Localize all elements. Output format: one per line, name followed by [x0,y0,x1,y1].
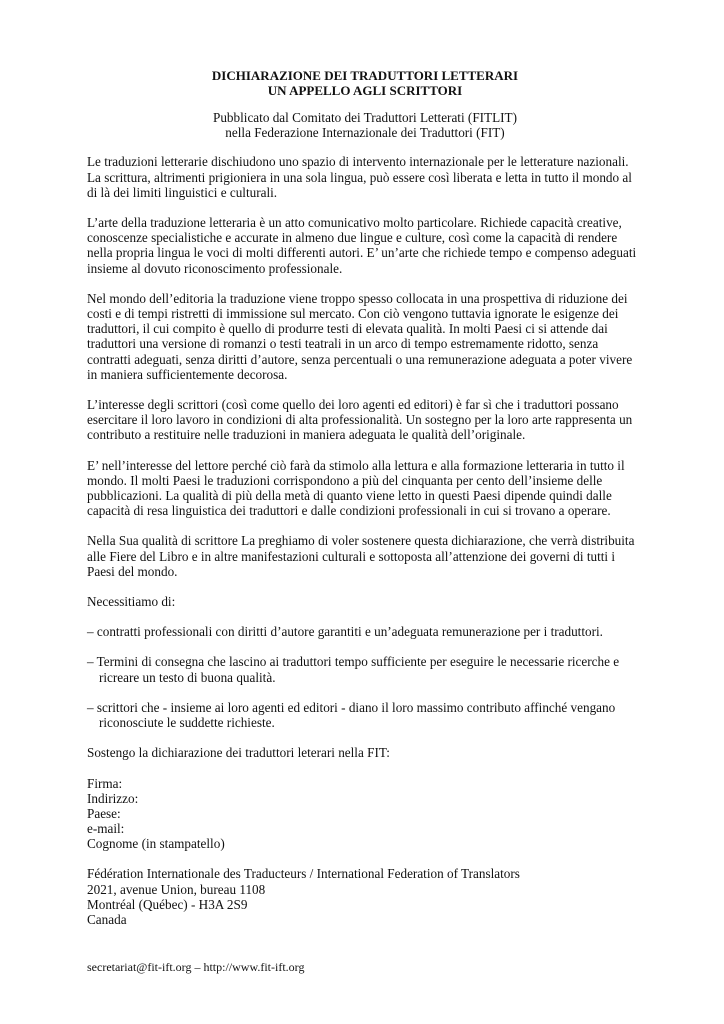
needs-list-item: – scrittori che - insieme ai loro agenti ed editori - diano il loro massimo contributo affinché vengano riconosciute le suddette richieste. [87,699,616,731]
needs-intro: Necessitiamo di: [87,594,176,610]
address-line-4: Canada [87,912,127,927]
needs-list [87,624,643,730]
paragraph-4: L’interesse degli scrittori (così come quello dei loro agenti ed editori) è far sì che i traduttori possano esercitare il loro lavoro in condizioni di alta professionalità. Un sostegno per la loro arte rappresenta un contributo a restituire nelle traduzioni in maniera adeguata le qualità dell’originale. [87,397,633,443]
subtitle-line-1: Pubblicato dal Comitato dei Traduttori Letterati (FITLIT) [213,110,517,125]
title-line-2: UN APPELLO AGLI SCRITTORI [267,83,463,98]
title-line-1: DICHIARAZIONE DEI TRADUTTORI LETTERARI [211,68,519,83]
needs-list-item: – contratti professionali con diritti d’autore garantiti e un’adeguata remunerazione per i traduttori. [87,624,603,640]
organization-address [87,866,643,927]
document-subtitle [87,110,643,140]
form-label-email: e-mail: [87,821,125,837]
paragraph-6: Nella Sua qualità di scrittore La preghiamo di voler sostenere questa dichiarazione, che verrà distribuita alle Fiere del Libro e in altre manifestazioni culturali e sottoposta all’attenzione dei governi di tutti i Paesi del mondo. [87,533,635,579]
form-label-firma: Firma: [87,775,123,791]
form-label-cognome: Cognome (in stampatello) [87,836,225,852]
subtitle-line-2: nella Federazione Internazionale dei Traduttori (FIT) [225,125,505,141]
paragraph-5: E’ nell’interesse del lettore perché ciò farà da stimolo alla lettura e alla formazione letteraria in tutto il mondo. Il molti Paesi le traduzioni corrispondono a più del cinquanta per cento dell’insieme delle pubblicazioni. La qualità di più della metà di quanto viene letto in questi Paesi dipende quindi dalle capacità di resa linguistica dei traduttori e dalle condizioni professionali in cui si trovano a operare. [87,457,625,519]
signature-form [87,776,643,852]
paragraph-1: Le traduzioni letterarie dischiudono uno spazio di intervento internazionale per le letterature nazionali. La scrittura, altrimenti prigioniera in una sola lingua, può essere così liberata e letta in tutto il mondo al di là dei limiti linguistici e culturali. [87,154,632,200]
paragraph-3: Nel mondo dell’editoria la traduzione viene troppo spesso collocata in una prospettiva di riduzione dei costi e di tempi ristretti di immissione sul mercato. Con ciò vengono tuttavia ignorate le esigenze dei traduttori, il cui compito è quello di produrre testi di elevata qualità. In molti Paesi ci si attende dai traduttori una versione di romanzi o testi teatrali in un arco di tempo estremamente ridotto, senza contratti adeguati, senza diritti d’autore, senza percentuali o una remunerazione adeguata a poter vivere in maniera sufficientemente decorosa. [87,290,633,382]
address-line-3: Montréal (Québec) - H3A 2S9 [87,896,248,912]
address-line-2: 2021, avenue Union, bureau 1108 [87,881,266,897]
form-label-paese: Paese: [87,805,121,821]
support-statement: Sostengo la dichiarazione dei traduttori leterari nella FIT: [87,745,390,761]
address-line-1: Fédération Internationale des Traducteurs / International Federation of Translators [87,866,520,882]
form-label-indirizzo: Indirizzo: [87,790,139,806]
paragraph-2: L’arte della traduzione letteraria è un atto comunicativo molto particolare. Richiede capacità creative, conoscenze specialistiche e accurate in almeno due lingue e culture, così come la capacità di rendere nella propria lingua le voci di molti differenti autori. E’ un’arte che richiede tempo e compenso adeguati insieme al dovuto riconoscimento professionale. [87,215,637,276]
document-page [87,68,643,927]
footer-contact: secretariat@fit-ift.org – http://www.fit-ift.org [87,960,305,974]
document-title [87,68,643,98]
needs-list-item: – Termini di consegna che lascino ai traduttori tempo sufficiente per eseguire le necessarie ricerche e ricreare un testo di buona qualità. [87,654,620,685]
